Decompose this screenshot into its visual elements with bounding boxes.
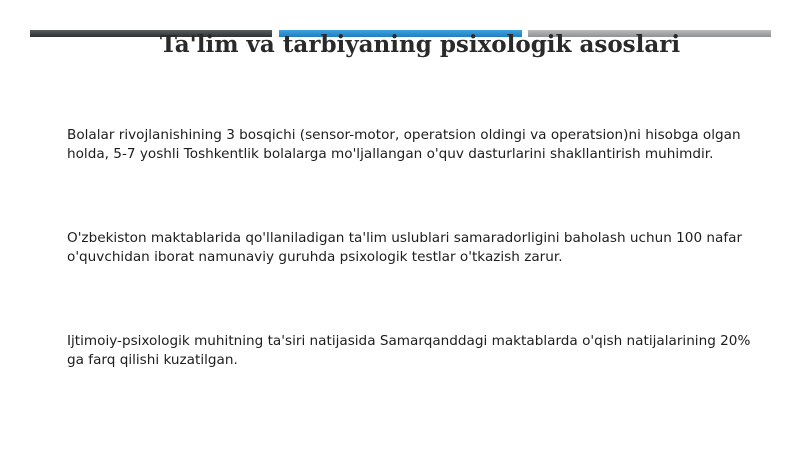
paragraph-3: Ijtimoiy-psixologik muhitning ta'siri natijasida Samarqanddagi maktablarda o'qish natijalarining 20% ga farq qilishi kuzatilgan.: [67, 333, 751, 368]
paragraph-2: O'zbekiston maktablarida qo'llaniladigan ta'lim uslublari samaradorligini baholash uchun 100 nafar o'quvchidan iborat namunaviy guruhda psixologik testlar o'tkazish zarur.: [67, 230, 743, 265]
paragraph-1: Bolalar rivojlanishining 3 bosqichi (sensor-motor, operatsion oldingi va operatsion)ni hisobga olgan holda, 5-7 yoshli Toshkentlik bolalarga mo'ljallangan o'quv dasturlarini shakllantirish muhimdir.: [67, 127, 741, 162]
slide-title: Ta'lim va tarbiyaning psixologik asoslari: [159, 31, 681, 58]
